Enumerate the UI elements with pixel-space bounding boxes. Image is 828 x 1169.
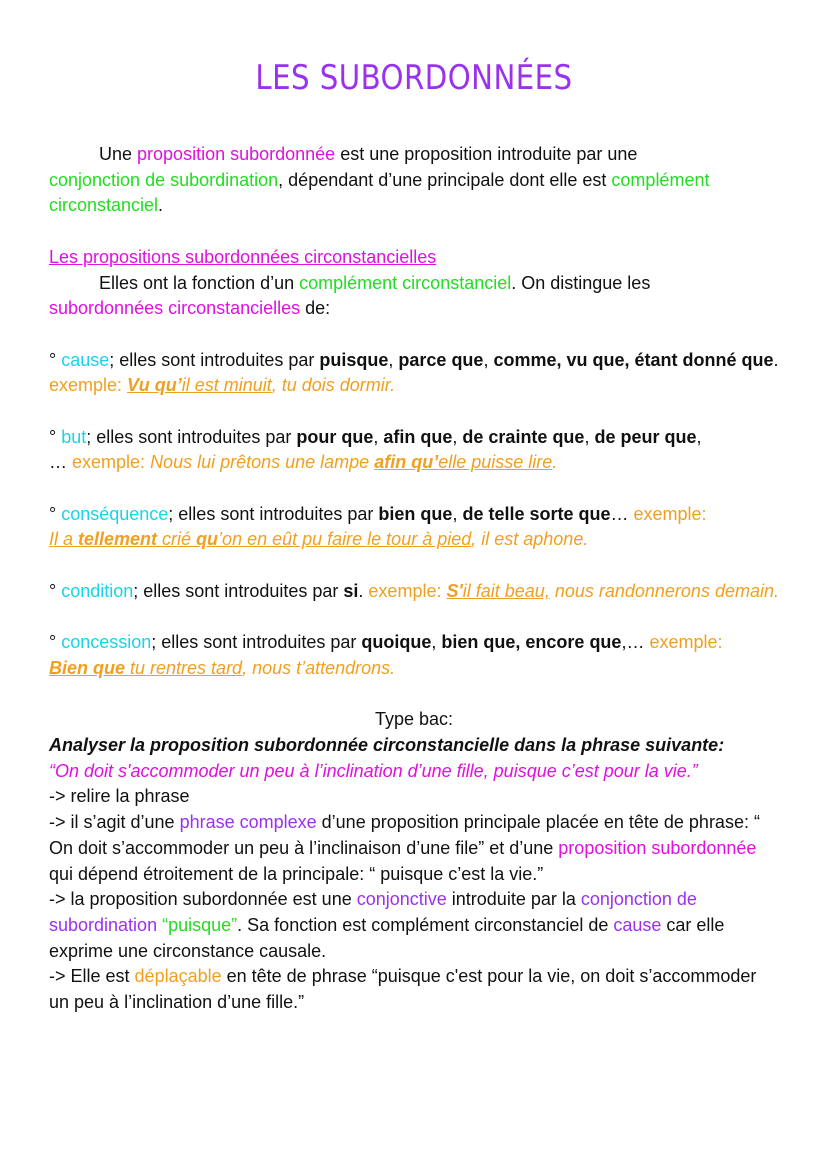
separator: , [452,503,463,524]
item-condition [49,579,779,605]
conjunction: bien que [378,503,453,524]
example-subordinate: crié [157,529,197,550]
example-rest: , tu dois dormir. [271,375,396,396]
term-subordonnees-circonstancielles: subordonnées circonstancielles [49,298,301,319]
example-conjunction: Vu qu’ [127,375,182,396]
example-main: Nous lui prêtons une lampe [150,452,375,473]
conjunction: parce que [398,349,484,370]
example-rest: nous randonnerons demain. [549,580,779,601]
item-text: ; elles sont introduites par [151,632,362,653]
step-text: qui dépend étroitement de la principale: “ puisque c’est la vie.” [49,863,544,884]
item-text: ; elles sont introduites par [168,503,379,524]
item-text: , [696,426,702,447]
section-text: . On distingue les [511,272,651,293]
example-rest: , nous t’attendrons. [242,657,396,678]
document-body [49,142,779,1016]
separator: , [388,349,399,370]
conjunction: de telle sorte que [462,503,611,524]
example-conjunction: afin qu’ [374,452,439,473]
step-text: . Sa fonction est complément circonstanciel de [237,914,614,935]
separator: , [431,632,442,653]
example-conjunction: Bien que [49,657,126,678]
section-heading: Les propositions subordonnées circonstancielles [49,246,437,267]
bullet: ° [49,632,62,653]
bac-instruction: Analyser la proposition subordonnée circonstancielle dans la phrase suivante: [49,735,725,756]
item-text: ; elles sont introduites par [86,426,297,447]
example-rest: . [552,452,558,473]
conjunction: de crainte que [462,426,585,447]
example-label: exemple: [49,375,128,396]
conjunction: bien que, encore que [441,632,622,653]
term-conjonction-subordination: conjonction de subordination [49,169,279,190]
item-text: ; elles sont introduites par [133,580,344,601]
term-complement-circonstanciel: complément circonstanciel [299,272,512,293]
keyword-cause: cause [61,349,110,370]
intro-text: est une proposition introduite par une [335,144,638,164]
bac-quote: “On doit s'accommoder un peu à l’inclination d’une fille, puisque c’est pour la vie.” [49,760,698,781]
term-puisque: “puisque” [162,914,238,935]
conjunction: puisque [319,349,389,370]
section-text: de: [300,298,331,319]
step-text: car elle exprime une circonstance causale. [49,914,725,961]
separator: , [373,426,384,447]
term-deplacable: déplaçable [134,966,222,987]
item-text: . [773,349,779,370]
section-paragraph [49,271,779,322]
conjunction: de peur que [594,426,697,447]
step-text: -> il s’agit d’une [49,812,180,833]
step-text: -> Elle est [49,966,135,987]
example-label: exemple: [649,632,723,653]
example-label: exemple: [368,580,447,601]
item-text: . [358,580,369,601]
bac-step-3 [49,887,779,964]
conjunction: afin que [383,426,453,447]
example-conjunction: qu [196,529,219,550]
intro-paragraph [49,142,779,219]
bac-step-2 [49,810,779,887]
term-cause: cause [613,914,662,935]
separator: , [584,426,595,447]
item-consequence [49,502,779,553]
example-subordinate: Il a [49,529,79,550]
separator: , [452,426,463,447]
page-title: LES SUBORDONNÉES [255,58,573,98]
term-complement-circonstanciel: complément circonstanciel [49,169,710,216]
example-conjunction: tellement [78,529,158,550]
intro-text: Une [99,144,138,164]
example-subordinate: il fait beau, [462,580,550,601]
item-text: ; elles sont introduites par [109,349,320,370]
conjunction: pour que [296,426,374,447]
step-text: -> la proposition subordonnée est une [49,889,357,910]
step-text: introduite par la [446,889,581,910]
conjunction: comme, vu que, étant donné que [493,349,774,370]
bullet: ° [49,426,62,447]
conjunction: si [343,580,359,601]
section-text: Elles ont la fonction d’un [99,272,300,293]
step-text: d’une proposition principale placée en tête de phrase: “ On doit s’accommoder un peu à l’inclinaison d’une file” et d’une [49,812,760,858]
item-text: ,… [621,632,650,653]
bac-label: Type bac: [374,709,454,730]
example-label: exemple: [633,503,707,524]
conjunction: quoique [361,632,432,653]
term-conjonctive: conjonctive [356,889,447,910]
example-subordinate: elle puisse lire [438,452,553,473]
keyword-consequence: conséquence [61,503,169,524]
item-cause [49,348,779,399]
example-subordinate: il est minuit [181,375,272,396]
intro-text: . [158,195,164,216]
item-text: … [610,503,634,524]
bullet: ° [49,580,62,601]
bac-step-4 [49,964,779,1015]
term-phrase-complexe: phrase complexe [179,812,317,833]
keyword-condition: condition [61,580,134,601]
example-conjunction: S' [446,580,463,601]
keyword-concession: concession [61,632,152,653]
example-label: exemple: [72,452,151,473]
term-conjonction-subordination: conjonction de subordination [49,889,697,935]
keyword-but: but [61,426,87,447]
item-concession [49,630,779,681]
bac-step-1: -> relire la phrase [49,786,190,807]
step-text: en tête de phrase “puisque c'est pour la vie, on doit s’accommoder un peu à l’inclination d’une fille.” [49,966,757,1013]
bullet: ° [49,349,62,370]
example-subordinate: tu rentres tard [125,657,243,678]
term-proposition-subordonnee: proposition subordonnée [137,144,336,164]
item-but [49,425,779,476]
separator: , [483,349,494,370]
example-subordinate: ’on en eût pu faire le tour à pied [218,529,472,550]
example-rest: , il est aphone. [471,529,589,550]
bullet: ° [49,503,62,524]
item-text: … [49,452,73,473]
intro-text: , dépendant d’une principale dont elle est [278,169,612,190]
term-proposition-subordonnee: proposition subordonnée [558,837,757,858]
